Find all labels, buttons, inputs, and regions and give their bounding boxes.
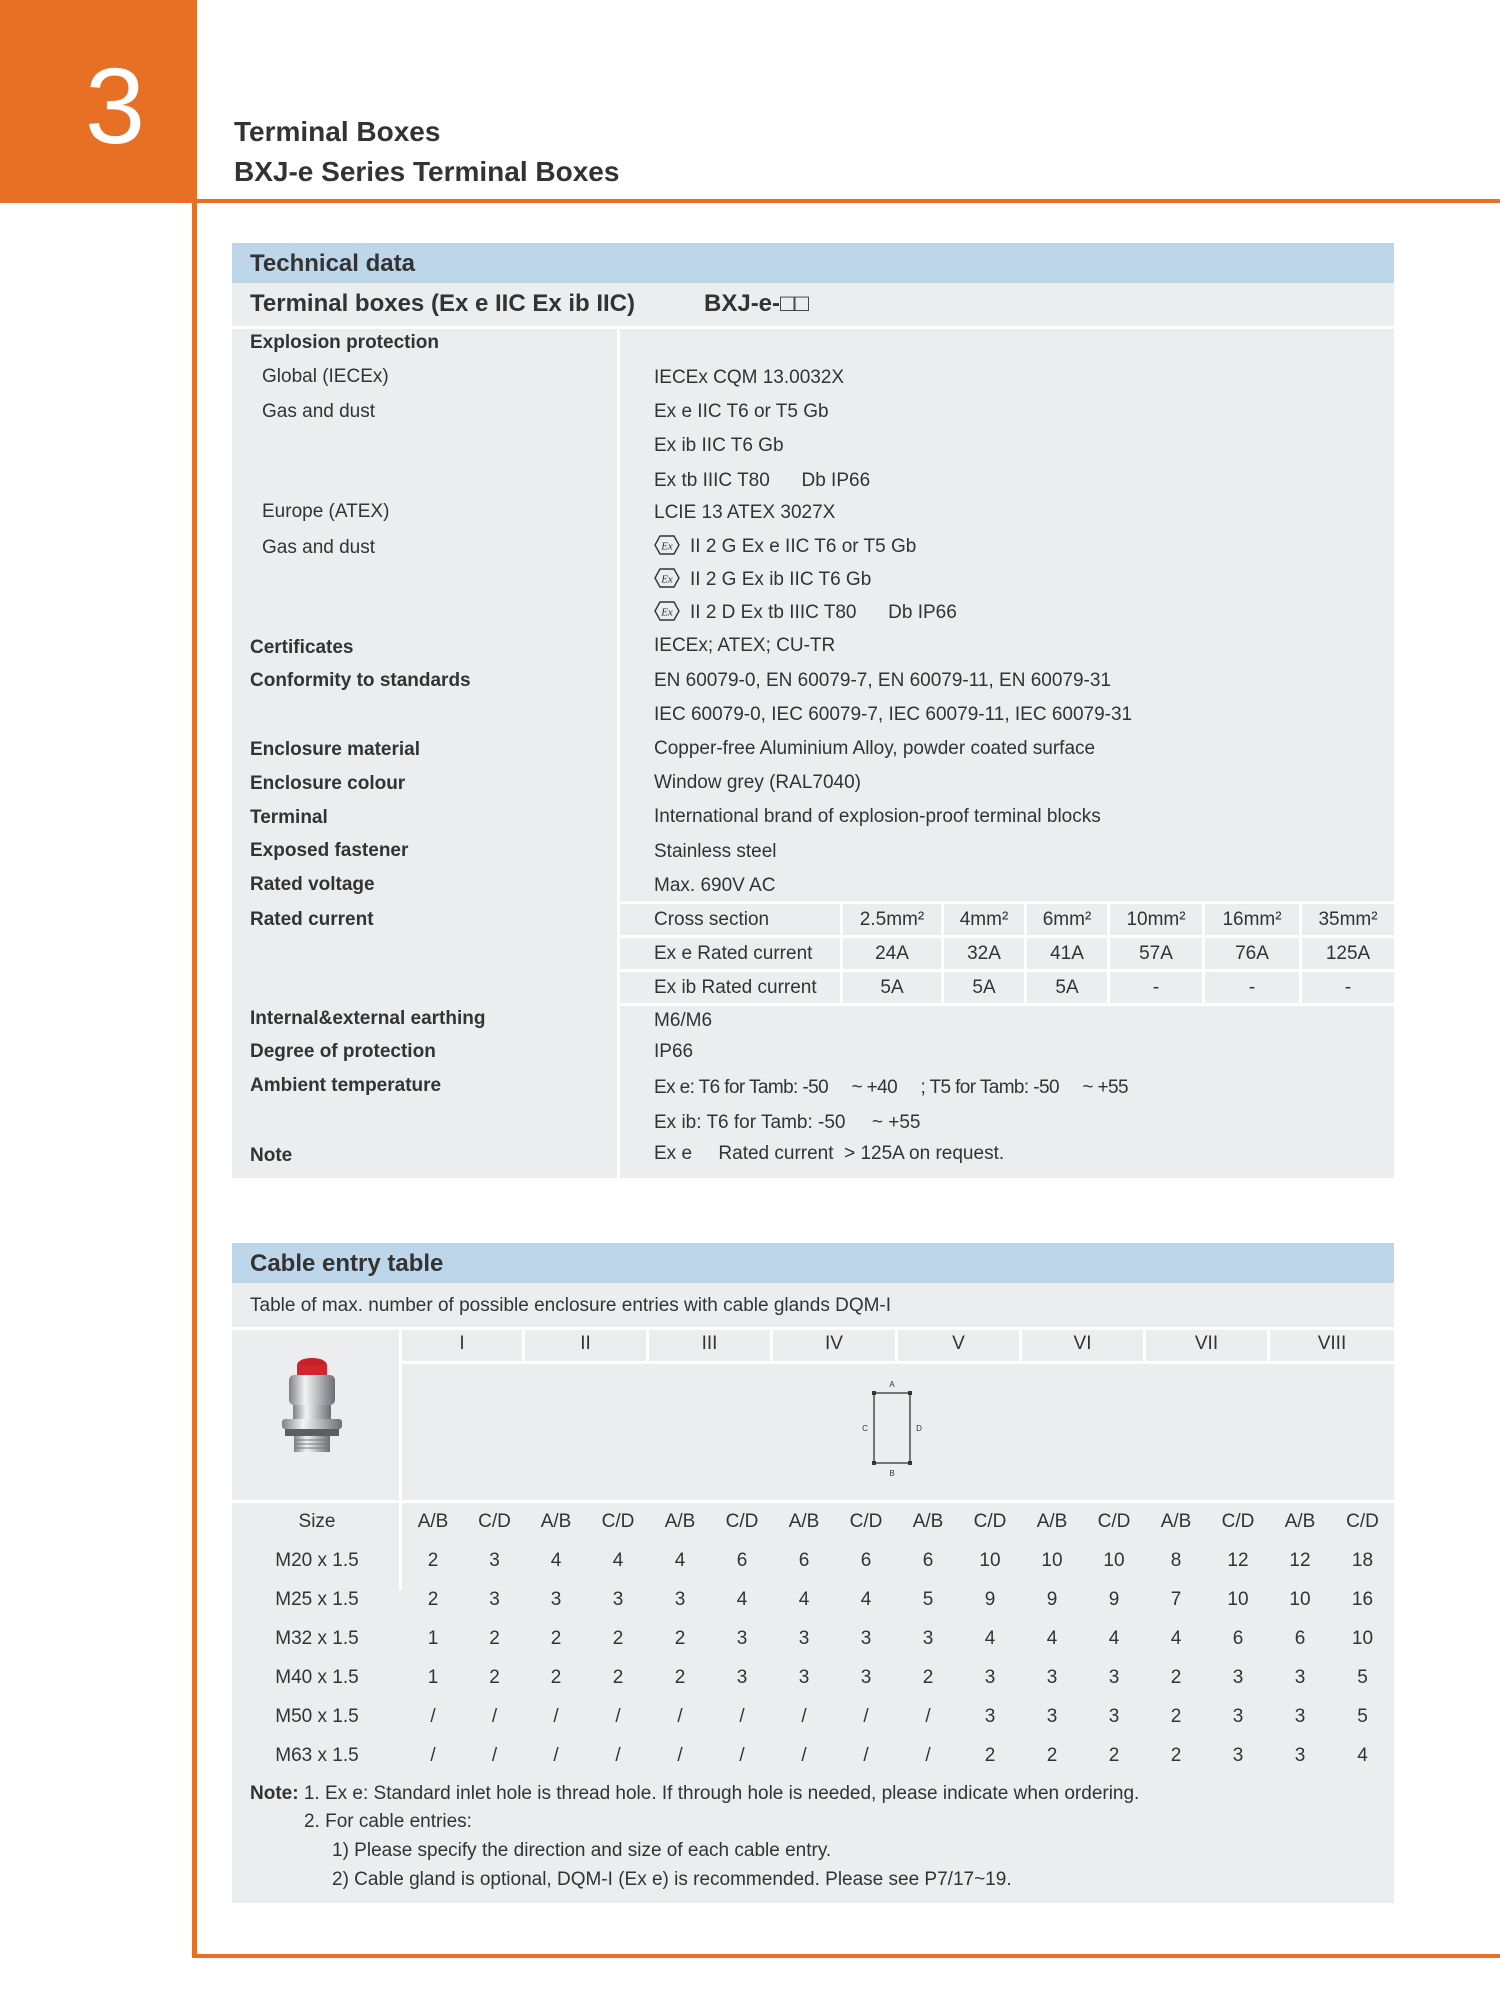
side-d-label: D [916, 1424, 922, 1433]
entry-cell: 2 [1108, 1744, 1120, 1766]
note-value: Ex e Rated current > 125A on request. [654, 1143, 1005, 1164]
colour-value: Window grey (RAL7040) [654, 772, 861, 793]
ambient-value-2: Ex ib: T6 for Tamb: -50 ~ +55 [654, 1112, 921, 1133]
entry-cell: / [863, 1705, 869, 1727]
ex-ib-current-label: Ex ib Rated current [654, 977, 817, 998]
iecex-marking-3: Ex tb IIIC T80 Db IP66 [654, 470, 871, 491]
entry-cell: 2 [427, 1588, 439, 1610]
entry-cell: 3 [612, 1588, 624, 1610]
entry-cell: 2 [984, 1744, 996, 1766]
entry-cell: 8 [1170, 1549, 1182, 1571]
side-header: C/D [1346, 1511, 1379, 1532]
material-value: Copper-free Aluminium Alloy, powder coated surface [654, 738, 1096, 759]
entry-cell: 3 [736, 1627, 748, 1649]
side-header: A/B [540, 1511, 572, 1532]
entry-cell: / [801, 1705, 807, 1727]
entry-cell: 2 [674, 1627, 686, 1649]
entry-cell: 3 [550, 1588, 562, 1610]
atex-marking-3: II 2 D Ex tb IIIC T80 Db IP66 [690, 602, 957, 623]
ambient-label: Ambient temperature [250, 1075, 442, 1096]
atex-marking-2-row [654, 568, 871, 591]
size-cell: M63 x 1.5 [275, 1744, 359, 1766]
cable-entry-intro: Table of max. number of possible enclosure entries with cable glands DQM-I [250, 1295, 892, 1316]
cross-section-cell: 6mm² [1042, 909, 1092, 930]
conformity-label: Conformity to standards [250, 670, 471, 691]
cross-section-cell: 2.5mm² [859, 909, 925, 930]
grid-line [620, 901, 1394, 904]
entry-cell: 3 [1108, 1705, 1120, 1727]
entry-cell: 10 [1289, 1588, 1311, 1610]
entry-cell: 3 [1046, 1705, 1058, 1727]
entry-cell: 5 [1357, 1666, 1368, 1688]
entry-cell: / [491, 1705, 498, 1727]
size-cell: M32 x 1.5 [275, 1627, 359, 1649]
table-row [232, 1619, 1394, 1658]
group-header: I [459, 1333, 465, 1354]
entry-cell: 3 [860, 1666, 872, 1688]
grid-line [620, 1003, 1394, 1006]
cross-section-cell: 4mm² [959, 909, 1009, 930]
protection-value: IP66 [654, 1041, 694, 1062]
side-c-label: C [862, 1424, 868, 1433]
side-header: A/B [1284, 1511, 1316, 1532]
model-number: BXJ-e-□□ [704, 290, 810, 317]
entry-cell: 3 [798, 1627, 810, 1649]
gas-dust-label-atex: Gas and dust [262, 537, 376, 558]
table-row [232, 1541, 1394, 1580]
ex-e-current-cell: 41A [1050, 943, 1084, 964]
entry-cell: / [553, 1705, 559, 1727]
entry-cell: / [925, 1705, 931, 1727]
size-cell: M20 x 1.5 [275, 1549, 359, 1571]
table-header-row [232, 1503, 1394, 1541]
entry-cell: 4 [798, 1588, 810, 1610]
size-header: Size [298, 1511, 336, 1532]
entry-cell: / [430, 1744, 436, 1766]
entry-cell: 4 [1108, 1627, 1120, 1649]
ex-ib-current-cell: 5A [972, 977, 996, 998]
cable-note-4: 2) Cable gland is optional, DQM-I (Ex e) is recommended. Please see P7/17~19. [332, 1869, 1012, 1890]
group-header: IV [825, 1333, 843, 1354]
group-header: VI [1073, 1333, 1092, 1354]
entry-cell: 2 [1046, 1744, 1058, 1766]
entry-cell: 9 [984, 1588, 996, 1610]
side-header: A/B [1036, 1511, 1068, 1532]
entry-cell: 3 [489, 1549, 500, 1571]
side-header: C/D [601, 1511, 635, 1532]
atex-marking-1-row [654, 535, 916, 558]
entry-cell: 4 [1357, 1744, 1368, 1766]
iecex-marking-2: Ex ib IIC T6 Gb [654, 435, 784, 456]
terminal-value: International brand of explosion-proof terminal blocks [654, 806, 1101, 827]
entry-cell: / [801, 1744, 807, 1766]
footer-rule [192, 1954, 1500, 1958]
enclosure-side-diagram [857, 1378, 927, 1483]
entry-cell: 3 [984, 1705, 996, 1727]
entry-cell: 1 [427, 1627, 439, 1649]
entry-cell: 3 [1232, 1666, 1244, 1688]
side-header: C/D [1221, 1511, 1255, 1532]
voltage-value: Max. 690V AC [654, 875, 776, 896]
side-header: C/D [849, 1511, 883, 1532]
entry-cell: 4 [612, 1549, 624, 1571]
entry-cell: 3 [674, 1588, 686, 1610]
entry-cell: 2 [489, 1627, 500, 1649]
entry-cell: 4 [1170, 1627, 1182, 1649]
technical-data-header [232, 243, 1394, 283]
entry-cell: 18 [1351, 1549, 1374, 1571]
gas-dust-label: Gas and dust [262, 401, 376, 422]
side-header: C/D [1097, 1511, 1131, 1532]
grid-line [620, 969, 1394, 972]
entry-cell: 2 [612, 1627, 624, 1649]
atex-cert: LCIE 13 ATEX 3027X [654, 502, 836, 523]
current-label: Rated current [250, 909, 374, 930]
conformity-value-2: IEC 60079-0, IEC 60079-7, IEC 60079-11, IEC 60079-31 [654, 704, 1133, 725]
fastener-value: Stainless steel [654, 841, 777, 862]
cable-note-3: 1) Please specify the direction and size of each cable entry. [332, 1840, 832, 1861]
table-row [232, 1658, 1394, 1697]
entry-cell: 3 [1046, 1666, 1058, 1688]
entry-cell: 10 [1351, 1627, 1374, 1649]
side-header: A/B [664, 1511, 696, 1532]
ex-ib-current-cell: - [1152, 977, 1160, 998]
size-cell: M40 x 1.5 [275, 1666, 359, 1688]
entry-cell: 2 [612, 1666, 624, 1688]
entry-cell: 2 [550, 1666, 562, 1688]
entry-cell: 3 [922, 1627, 934, 1649]
svg-text:Ex: Ex [661, 540, 673, 553]
entry-cell: 6 [1232, 1627, 1244, 1649]
side-header: A/B [1160, 1511, 1192, 1532]
voltage-label: Rated voltage [250, 874, 375, 895]
conformity-value-1: EN 60079-0, EN 60079-7, EN 60079-11, EN 60079-31 [654, 670, 1112, 691]
grid-line [402, 1361, 1394, 1364]
entry-cell: 7 [1170, 1588, 1182, 1610]
entry-cell: 1 [427, 1666, 439, 1688]
entry-cell: 10 [1041, 1549, 1063, 1571]
entry-cell: / [677, 1744, 683, 1766]
header-rule [197, 199, 1500, 203]
entry-cell: / [615, 1705, 621, 1727]
cable-gland-image [272, 1355, 352, 1465]
entry-cell: 12 [1227, 1549, 1249, 1571]
entry-cell: 6 [1294, 1627, 1306, 1649]
atex-marking-3-row [654, 601, 957, 624]
ex-hexagon-icon [654, 601, 680, 621]
ex-ib-current-cell: 5A [880, 977, 904, 998]
fastener-label: Exposed fastener [250, 840, 409, 861]
material-label: Enclosure material [250, 739, 421, 760]
svg-text:Ex: Ex [661, 606, 673, 619]
entry-cell: 5 [922, 1588, 934, 1610]
ex-ib-current-cell: 5A [1055, 977, 1079, 998]
side-header: C/D [725, 1511, 759, 1532]
cable-entry-heading: Cable entry table [250, 1250, 444, 1277]
ex-e-current-cell: 76A [1235, 943, 1269, 964]
group-header: II [580, 1333, 591, 1354]
entry-cell: 4 [1046, 1627, 1058, 1649]
size-cell: M25 x 1.5 [275, 1588, 359, 1610]
entry-cell: / [739, 1744, 745, 1766]
entry-cell: 4 [550, 1549, 562, 1571]
terminal-label: Terminal [250, 807, 328, 828]
svg-text:Ex: Ex [661, 573, 673, 586]
entry-cell: 3 [1294, 1666, 1306, 1688]
entry-cell: 3 [1108, 1666, 1120, 1688]
entry-cell: / [677, 1705, 683, 1727]
global-iecex-label: Global (IECEx) [262, 366, 389, 387]
side-header: C/D [478, 1511, 511, 1532]
colour-label: Enclosure colour [250, 773, 406, 794]
entry-cell: / [491, 1744, 498, 1766]
entry-cell: 12 [1289, 1549, 1311, 1571]
table-row [232, 1736, 1394, 1775]
entry-cell: / [739, 1705, 745, 1727]
entry-cell: 6 [736, 1549, 748, 1571]
entry-cell: 10 [1227, 1588, 1249, 1610]
entry-cell: 4 [736, 1588, 748, 1610]
europe-atex-label: Europe (ATEX) [262, 501, 390, 522]
entry-cell: 3 [736, 1666, 748, 1688]
left-rule [192, 203, 197, 1958]
entry-cell: 5 [1357, 1705, 1368, 1727]
entry-cell: 3 [1232, 1744, 1244, 1766]
entry-cell: 2 [1170, 1705, 1182, 1727]
atex-marking-2: II 2 G Ex ib IIC T6 Gb [690, 569, 872, 590]
entry-cell: 2 [1170, 1666, 1182, 1688]
entry-cell: 3 [860, 1627, 872, 1649]
entry-cell: 4 [984, 1627, 996, 1649]
page-subtitle: BXJ-e Series Terminal Boxes [234, 156, 620, 187]
entry-cell: 6 [860, 1549, 872, 1571]
side-header: A/B [417, 1511, 449, 1532]
note-label: Note [250, 1145, 293, 1166]
page-title: Terminal Boxes [234, 116, 441, 147]
entry-cell: 2 [427, 1549, 439, 1571]
side-header: C/D [973, 1511, 1007, 1532]
note-bold-label: Note: [250, 1783, 299, 1804]
entry-cell: 3 [984, 1666, 996, 1688]
entry-cell: 2 [1170, 1744, 1182, 1766]
group-header: III [701, 1333, 718, 1354]
entry-cell: 6 [798, 1549, 810, 1571]
divider [232, 1327, 1394, 1330]
chapter-number: 3 [84, 45, 146, 166]
certificates-label: Certificates [250, 637, 354, 658]
entry-cell: 2 [674, 1666, 686, 1688]
entry-cell: 9 [1046, 1588, 1058, 1610]
cross-section-cell: 35mm² [1318, 909, 1378, 930]
entry-cell: / [863, 1744, 869, 1766]
entry-cell: 2 [922, 1666, 934, 1688]
iecex-cert: IECEx CQM 13.0032X [654, 367, 845, 388]
entry-cell: 3 [1294, 1705, 1306, 1727]
entry-cell: 4 [674, 1549, 686, 1571]
cable-note-line-1 [250, 1783, 1139, 1805]
side-header: A/B [788, 1511, 820, 1532]
grid-line [620, 935, 1394, 938]
ex-e-current-cell: 24A [875, 943, 909, 964]
ex-e-current-cell: 57A [1139, 943, 1173, 964]
table-row [232, 1697, 1394, 1736]
ex-e-current-cell: 125A [1325, 943, 1371, 964]
entry-cell: 4 [860, 1588, 872, 1610]
entry-cell: 10 [1103, 1549, 1125, 1571]
entry-cell: / [430, 1705, 436, 1727]
technical-data-panel [232, 243, 1394, 1178]
entry-cell: / [925, 1744, 931, 1766]
ex-hexagon-icon [654, 568, 680, 588]
entry-cell: 3 [1232, 1705, 1244, 1727]
cross-section-label: Cross section [654, 909, 770, 930]
entry-cell: 3 [1294, 1744, 1306, 1766]
entry-cell: 3 [489, 1588, 500, 1610]
cable-entry-header [232, 1243, 1394, 1283]
side-header: A/B [912, 1511, 944, 1532]
entry-cell: 10 [979, 1549, 1001, 1571]
entry-cell: 16 [1351, 1588, 1374, 1610]
iecex-marking-1: Ex e IIC T6 or T5 Gb [654, 401, 829, 422]
technical-data-heading: Technical data [250, 250, 415, 277]
ex-ib-current-cell: - [1344, 977, 1352, 998]
entry-cell: 2 [489, 1666, 500, 1688]
side-b-label: B [889, 1469, 895, 1478]
ambient-value-1: Ex e: T6 for Tamb: -50 ~ +40 ; T5 for Tamb: -50 ~ +55 [654, 1077, 1128, 1098]
size-cell: M50 x 1.5 [275, 1705, 359, 1727]
cable-entry-table [232, 1503, 1394, 1775]
ex-e-current-cell: 32A [967, 943, 1001, 964]
group-header: VIII [1317, 1333, 1347, 1354]
cable-entry-panel [232, 1243, 1394, 1903]
cross-section-cell: 10mm² [1126, 909, 1186, 930]
entry-cell: 2 [550, 1627, 562, 1649]
entry-cell: 9 [1108, 1588, 1120, 1610]
divider [232, 326, 1394, 329]
earthing-label: Internal&external earthing [250, 1008, 486, 1029]
explosion-protection-label: Explosion protection [250, 332, 439, 353]
column-divider [617, 329, 620, 1178]
earthing-value: M6/M6 [654, 1010, 713, 1031]
table-row [232, 1580, 1394, 1619]
entry-cell: 3 [798, 1666, 810, 1688]
ex-e-current-label: Ex e Rated current [654, 943, 813, 964]
entry-cell: 6 [922, 1549, 934, 1571]
entry-cell: / [553, 1744, 559, 1766]
product-subheading: Terminal boxes (Ex e IIC Ex ib IIC) [250, 290, 635, 317]
group-header: V [952, 1333, 965, 1354]
cable-note-2: 2. For cable entries: [304, 1811, 472, 1832]
entry-cell: / [615, 1744, 621, 1766]
side-a-label: A [889, 1380, 895, 1389]
atex-marking-1: II 2 G Ex e IIC T6 or T5 Gb [690, 536, 917, 557]
protection-label: Degree of protection [250, 1041, 436, 1062]
ex-hexagon-icon [654, 535, 680, 555]
ex-ib-current-cell: - [1248, 977, 1256, 998]
group-header: VII [1194, 1333, 1219, 1354]
cross-section-cell: 16mm² [1222, 909, 1282, 930]
cable-note-1: 1. Ex e: Standard inlet hole is thread hole. If through hole is needed, please indicate when ordering. [298, 1783, 1140, 1804]
certificates-value: IECEx; ATEX; CU-TR [654, 635, 836, 656]
